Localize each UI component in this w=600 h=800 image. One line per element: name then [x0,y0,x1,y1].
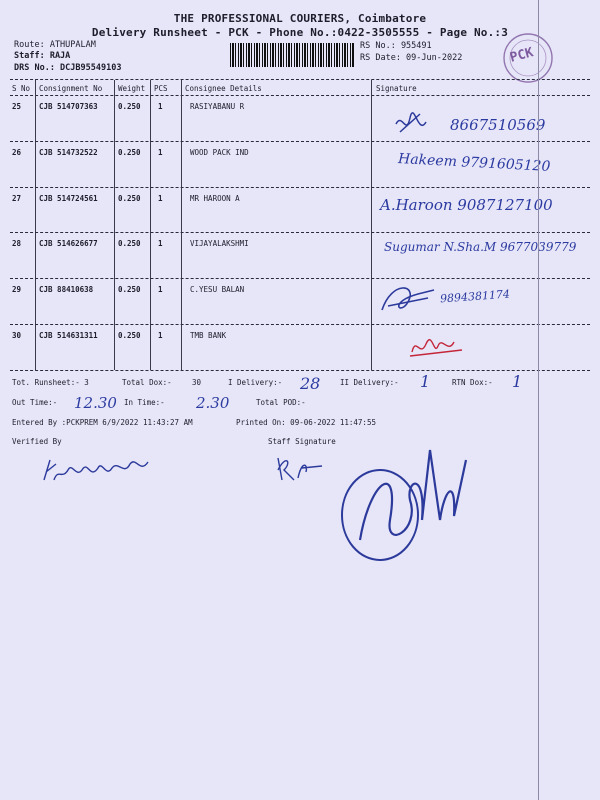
row-pcs: 1 [158,194,163,203]
row-sno: 30 [12,331,22,340]
row-weight: 0.250 [118,285,141,294]
row-sno: 28 [12,239,22,248]
row-consignee: RASIYABANU R [190,102,245,111]
col-divider [35,80,36,370]
row-consignee: VIJAYALAKSHMI [190,239,249,248]
staff-signature-label: Staff Signature [268,437,336,446]
row-pcs: 1 [158,331,163,340]
row-consignment: CJB 514631311 [39,331,98,340]
rtn-dox-value: 1 [512,372,523,391]
red-signature-scribble [408,332,468,362]
row-divider [10,370,590,371]
ii-delivery-label: II Delivery:- [340,378,399,387]
rs-number: RS No.: 955491 [360,41,432,51]
row-consignment: CJB 514732522 [39,148,98,157]
row-consignee: WOOD PACK IND [190,148,249,157]
row-divider [10,232,590,233]
i-delivery-label: I Delivery:- [228,378,283,387]
handwritten-name-phone: Hakeem 9791605120 [397,151,551,175]
total-pod-label: Total POD:- [256,398,306,407]
col-signature: Signature [376,84,417,93]
col-divider [114,80,115,370]
handwritten-name-phone: A.Haroon 9087127100 [380,196,553,214]
row-weight: 0.250 [118,148,141,157]
entered-by: Entered By :PCKPREM 6/9/2022 11:43:27 AM [12,418,193,427]
total-runsheet: Tot. Runsheet:- 3 [12,378,89,387]
row-divider [10,187,590,188]
staff-signature-scribble [272,450,332,490]
row-consignment: CJB 514626677 [39,239,98,248]
signature-scribble [378,280,438,320]
verified-by-label: Verified By [12,437,62,446]
runsheet-subtitle: Delivery Runsheet - PCK - Phone No.:0422-3505555 - Page No.:3 [91,26,509,39]
i-delivery-value: 28 [300,374,321,393]
total-dox-label: Total Dox:- [122,378,172,387]
row-consignee: MR HAROON A [190,194,240,203]
col-consignee: Consignee Details [185,84,262,93]
col-divider [181,80,182,370]
out-time-label: Out Time:- [12,398,58,407]
handwritten-name-phone: Sugumar N.Sha.M 9677039779 [384,240,577,254]
total-dox-value: 30 [192,378,202,387]
verified-signature [40,450,160,490]
staff-label: Staff: RAJA [14,51,71,61]
rtn-dox-label: RTN Dox:- [452,378,493,387]
row-weight: 0.250 [118,194,141,203]
row-pcs: 1 [158,285,163,294]
page-edge [538,0,539,800]
row-sno: 29 [12,285,22,294]
row-sno: 25 [12,102,22,111]
col-consignment: Consignment No [39,84,103,93]
barcode [230,43,354,67]
row-consignment: CJB 88410638 [39,285,94,294]
row-weight: 0.250 [118,331,141,340]
large-signature-scribble [330,420,480,570]
drs-number: DRS No.: DCJB95549103 [14,63,122,73]
stamp-text: PCK [508,45,536,66]
col-divider [150,80,151,370]
header-top-divider [10,79,590,80]
out-time-value: 12.30 [74,394,117,412]
row-consignee: TMB BANK [190,331,227,340]
signature-scribble [392,110,432,140]
row-pcs: 1 [158,148,163,157]
row-weight: 0.250 [118,239,141,248]
row-consignment: CJB 514707363 [39,102,98,111]
in-time-value: 2.30 [196,394,230,412]
rs-date: RS Date: 09-Jun-2022 [360,53,463,63]
row-consignee: C.YESU BALAN [190,285,245,294]
col-sno: S No [12,84,31,93]
row-pcs: 1 [158,239,163,248]
printed-on: Printed On: 09-06-2022 11:47:55 [236,418,376,427]
header-bottom-divider [10,95,590,96]
col-pcs: PCS [154,84,168,93]
row-sno: 26 [12,148,22,157]
row-divider [10,141,590,142]
route-label: Route: ATHUPALAM [14,40,96,50]
row-sno: 27 [12,194,22,203]
in-time-label: In Time:- [124,398,165,407]
row-consignment: CJB 514724561 [39,194,98,203]
row-weight: 0.250 [118,102,141,111]
col-divider [371,80,372,370]
row-divider [10,278,590,279]
handwritten-phone: 9894381174 [439,287,511,306]
col-weight: Weight [118,84,146,93]
row-divider [10,324,590,325]
company-title: THE PROFESSIONAL COURIERS, Coimbatore [173,12,427,25]
row-pcs: 1 [158,102,163,111]
ii-delivery-value: 1 [420,372,431,391]
handwritten-phone: 8667510569 [450,116,546,134]
